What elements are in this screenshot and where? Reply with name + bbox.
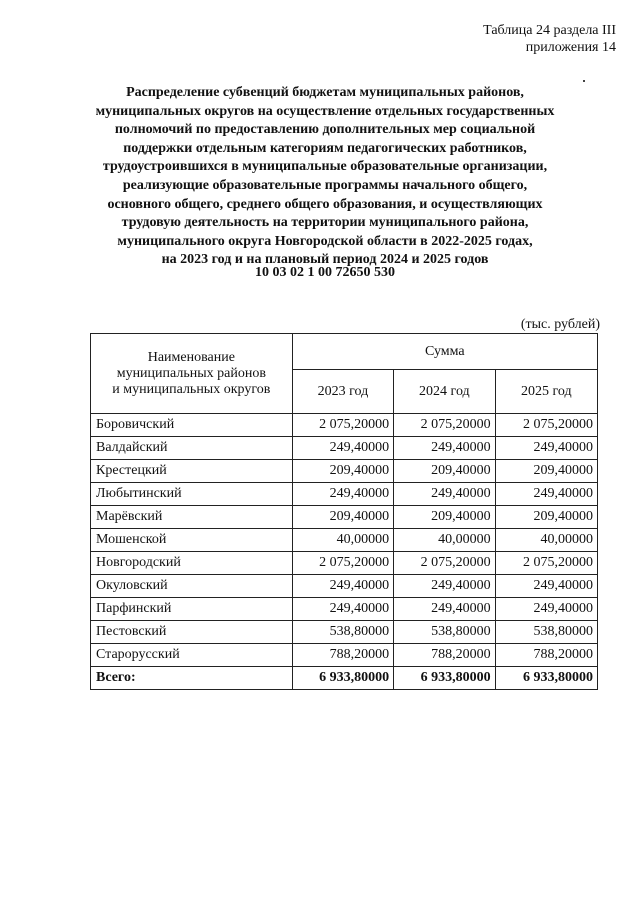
reference-table-line: Таблица 24 раздела III bbox=[483, 23, 616, 38]
amount-2023: 40,00000 bbox=[292, 529, 393, 552]
table-row bbox=[91, 506, 598, 529]
amount-2023: 538,80000 bbox=[292, 621, 393, 644]
district-name: Любытинский bbox=[91, 483, 293, 506]
amount-2025: 249,40000 bbox=[495, 437, 597, 460]
amount-2025: 209,40000 bbox=[495, 506, 597, 529]
title-line: трудовую деятельность на территории муниципального района, bbox=[121, 215, 529, 231]
title-line: Распределение субвенций бюджетам муниципальных районов, bbox=[126, 85, 524, 100]
table-row bbox=[91, 575, 598, 598]
amount-2025: 538,80000 bbox=[495, 621, 597, 644]
amount-2024: 209,40000 bbox=[394, 460, 495, 483]
title-line: муниципального округа Новгородской области в 2022-2025 годах, bbox=[117, 233, 533, 249]
title-line: поддержки отдельным категориям педагогических работников, bbox=[123, 140, 527, 156]
amount-2023: 249,40000 bbox=[292, 598, 393, 621]
district-name: Парфинский bbox=[91, 598, 293, 621]
amount-2025: 2 075,20000 bbox=[495, 552, 597, 575]
reference-appendix-line: приложения 14 bbox=[525, 40, 616, 55]
table-row bbox=[91, 460, 598, 483]
title-line: реализующие образовательные программы начального общего, bbox=[122, 177, 528, 193]
district-name: Валдайский bbox=[91, 437, 293, 460]
amount-2023: 249,40000 bbox=[292, 483, 393, 506]
amount-2023: 209,40000 bbox=[292, 506, 393, 529]
district-name: Боровичский bbox=[91, 414, 293, 437]
amount-2024: 788,20000 bbox=[394, 644, 495, 667]
table-row bbox=[91, 644, 598, 667]
amount-2023: 2 075,20000 bbox=[292, 552, 393, 575]
amount-2024: 209,40000 bbox=[394, 506, 495, 529]
total-2025: 6 933,80000 bbox=[495, 667, 597, 690]
column-header-line: Наименование bbox=[147, 349, 235, 365]
amount-2023: 209,40000 bbox=[292, 460, 393, 483]
title-line: основного общего, среднего общего образования, и осуществляющих bbox=[107, 196, 543, 212]
amount-2023: 788,20000 bbox=[292, 644, 393, 667]
title-line: муниципальных округов на осуществление отдельных государственных bbox=[95, 103, 555, 119]
amount-2025: 249,40000 bbox=[495, 575, 597, 598]
amount-2024: 249,40000 bbox=[394, 483, 495, 506]
total-row bbox=[91, 667, 598, 690]
total-2024: 6 933,80000 bbox=[394, 667, 495, 690]
amount-2023: 249,40000 bbox=[292, 437, 393, 460]
title-line: полномочий по предоставлению дополнительных мер социальной bbox=[114, 122, 536, 138]
total-2023: 6 933,80000 bbox=[292, 667, 393, 690]
column-header-line: муниципальных районов bbox=[116, 365, 266, 381]
amount-2025: 40,00000 bbox=[495, 529, 597, 552]
amount-2024: 2 075,20000 bbox=[394, 414, 495, 437]
column-header-line: и муниципальных округов bbox=[112, 381, 271, 397]
amount-2024: 538,80000 bbox=[394, 621, 495, 644]
document-title bbox=[60, 84, 590, 270]
table-row bbox=[91, 529, 598, 552]
title-line: трудоустроившихся в муниципальные образовательные организации, bbox=[102, 159, 548, 175]
amount-2024: 249,40000 bbox=[394, 437, 495, 460]
district-name: Новгородский bbox=[91, 552, 293, 575]
table-row bbox=[91, 598, 598, 621]
amount-2025: 2 075,20000 bbox=[495, 414, 597, 437]
sum-header: Сумма bbox=[292, 334, 597, 370]
budget-code: 10 03 02 1 00 72650 530 bbox=[255, 265, 395, 280]
amount-2025: 249,40000 bbox=[495, 483, 597, 506]
amount-2025: 209,40000 bbox=[495, 460, 597, 483]
scan-speck bbox=[583, 80, 585, 82]
subsidy-table bbox=[90, 333, 598, 690]
amount-2024: 40,00000 bbox=[394, 529, 495, 552]
amount-2024: 249,40000 bbox=[394, 598, 495, 621]
year-header-2024: 2024 год bbox=[394, 370, 495, 414]
district-name: Окуловский bbox=[91, 575, 293, 598]
district-name: Марёвский bbox=[91, 506, 293, 529]
year-header-2023: 2023 год bbox=[292, 370, 393, 414]
table-row bbox=[91, 552, 598, 575]
district-name: Крестецкий bbox=[91, 460, 293, 483]
total-label: Всего: bbox=[91, 667, 293, 690]
amount-2024: 249,40000 bbox=[394, 575, 495, 598]
table-row bbox=[91, 483, 598, 506]
title-line: на 2023 год и на плановый период 2024 и 2025 годов bbox=[161, 252, 489, 268]
table-row bbox=[91, 437, 598, 460]
table-row bbox=[91, 621, 598, 644]
amount-2025: 788,20000 bbox=[495, 644, 597, 667]
district-name: Мошенской bbox=[91, 529, 293, 552]
amount-2025: 249,40000 bbox=[495, 598, 597, 621]
amount-2023: 249,40000 bbox=[292, 575, 393, 598]
district-name: Пестовский bbox=[91, 621, 293, 644]
column-header-name bbox=[91, 334, 293, 414]
table-row bbox=[91, 414, 598, 437]
units-label: (тыс. рублей) bbox=[520, 317, 600, 332]
year-header-2025: 2025 год bbox=[495, 370, 597, 414]
amount-2023: 2 075,20000 bbox=[292, 414, 393, 437]
document-reference bbox=[483, 22, 616, 56]
amount-2024: 2 075,20000 bbox=[394, 552, 495, 575]
district-name: Старорусский bbox=[91, 644, 293, 667]
